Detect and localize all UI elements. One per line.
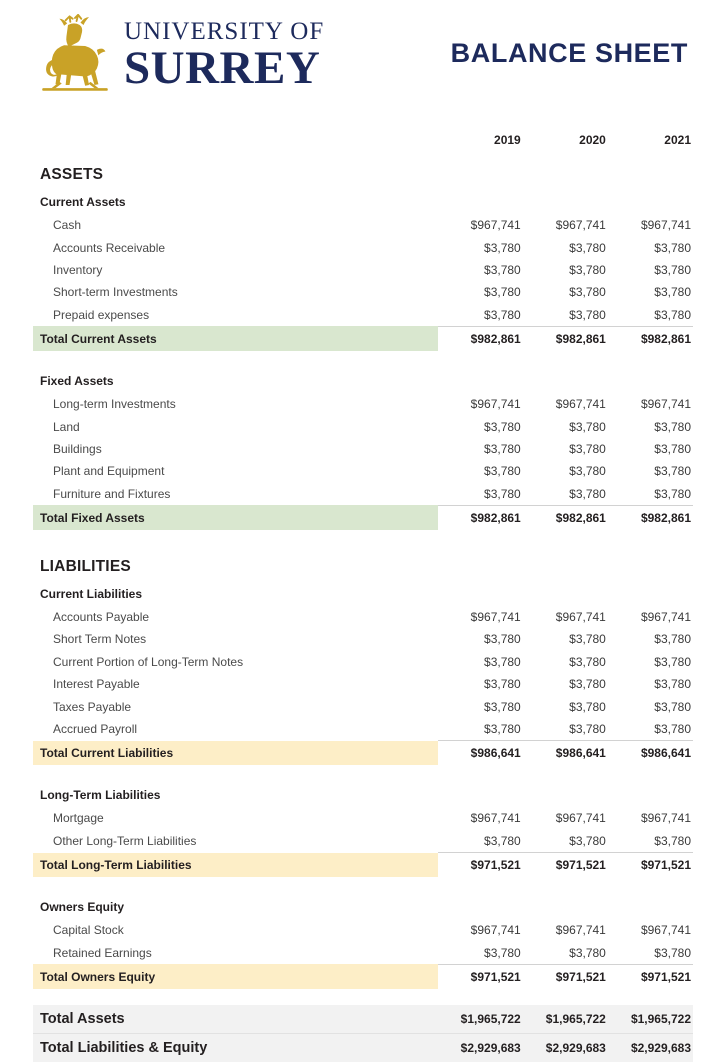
row-value-2019: $3,780 [484,654,521,669]
row-label: Accrued Payroll [53,722,138,737]
row-label: Other Long-Term Liabilities [53,834,197,849]
table-row [33,281,693,303]
row-label: Land [53,419,80,434]
total-value-2019: $982,861 [438,326,523,351]
subsection-header-owners-equity [33,893,693,919]
row-value-2021: $3,780 [654,945,691,960]
total-value-2019: $971,521 [438,853,523,878]
row-label: Taxes Payable [53,699,132,714]
subsection-title: Fixed Assets [40,373,114,388]
spacer-row [33,351,693,367]
row-value-2019: $3,780 [484,307,521,322]
page-title: BALANCE SHEET [450,38,688,68]
row-label: Capital Stock [53,923,124,938]
row-value-2021: $3,780 [654,285,691,300]
table-row [33,919,693,941]
row-value-2021: $3,780 [654,419,691,434]
row-value-2021: $967,741 [640,397,691,412]
total-value-2019: $986,641 [438,741,523,766]
table-row [33,393,693,415]
spacer-row [33,765,693,781]
row-label: Mortgage [53,811,104,826]
table-row [33,259,693,281]
total-row-owners-equity [33,964,693,989]
row-label: Prepaid expenses [53,308,150,322]
subsection-title: Long-Term Liabilities [40,788,161,803]
column-header-2019: 2019 [494,133,521,147]
grand-total-value-2019: $2,929,683 [438,1033,523,1062]
row-value-2019: $967,741 [470,218,521,233]
row-label: Interest Payable [53,677,140,692]
table-row [33,718,693,741]
row-value-2019: $3,780 [484,632,521,647]
row-value-2021: $967,741 [640,811,691,826]
row-value-2021: $3,780 [654,240,691,255]
row-value-2021: $3,780 [654,441,691,456]
row-label: Furniture and Fixtures [53,486,171,501]
row-label: Plant and Equipment [53,464,165,479]
row-label: Cash [53,218,82,233]
row-value-2020: $3,780 [569,654,606,669]
row-value-2020: $967,741 [555,218,606,233]
section-title: ASSETS [40,166,104,183]
table-row [33,941,693,964]
subsection-title: Current Liabilities [40,586,143,601]
wordmark-line-1: UNIVERSITY OF [124,17,325,45]
total-value-2021: $971,521 [608,853,693,878]
grand-total-label: Total Liabilities & Equity [33,1033,438,1062]
row-value-2021: $967,741 [640,218,691,233]
table-row [33,460,693,482]
row-value-2020: $3,780 [569,722,606,737]
university-logo [36,14,324,96]
table-row [33,304,693,327]
row-label: Accounts Receivable [53,240,166,255]
row-value-2021: $3,780 [654,632,691,647]
row-value-2019: $967,741 [470,397,521,412]
row-label: Short Term Notes [53,632,147,647]
row-value-2019: $3,780 [484,945,521,960]
row-label: Long-term Investments [53,397,176,412]
spacer-row [33,989,693,1005]
row-value-2020: $967,741 [555,610,606,625]
page-header [0,0,722,110]
total-value-2021: $982,861 [608,326,693,351]
total-value-2019: $982,861 [438,505,523,530]
grand-total-label: Total Assets [33,1005,438,1034]
total-row-long-term-liabilities [33,853,693,878]
balance-sheet-table [33,126,693,1062]
total-label: Total Fixed Assets [33,505,438,530]
total-value-2020: $986,641 [523,741,608,766]
table-row [33,695,693,717]
column-header-2020: 2020 [579,133,606,147]
section-header-assets [33,154,693,188]
section-header-liabilities [33,546,693,580]
table-row [33,214,693,236]
row-value-2020: $3,780 [569,699,606,714]
total-label: Total Owners Equity [33,964,438,989]
grand-total-value-2021: $1,965,722 [608,1005,693,1034]
row-value-2020: $3,780 [569,945,606,960]
subsection-header-fixed-assets [33,367,693,393]
subsection-header-long-term-liabilities [33,781,693,807]
row-value-2019: $3,780 [484,262,521,277]
row-value-2019: $3,780 [484,677,521,692]
grand-total-value-2021: $2,929,683 [608,1033,693,1062]
stag-icon [36,14,114,96]
table-row [33,236,693,258]
row-value-2021: $3,780 [654,833,691,848]
row-value-2019: $3,780 [484,699,521,714]
subsection-title: Owners Equity [40,900,125,915]
grand-total-row-liabilities-equity [33,1033,693,1062]
row-label: Buildings [53,441,102,456]
row-value-2019: $967,741 [470,610,521,625]
row-value-2019: $3,780 [484,722,521,737]
spacer-row [33,877,693,893]
grand-total-row-assets [33,1005,693,1034]
table-row [33,673,693,695]
row-value-2021: $3,780 [654,654,691,669]
balance-sheet [0,126,722,1062]
row-value-2021: $3,780 [654,722,691,737]
total-value-2019: $971,521 [438,964,523,989]
total-label: Total Long-Term Liabilities [33,853,438,878]
row-value-2019: $3,780 [484,419,521,434]
row-label: Accounts Payable [53,610,150,625]
row-value-2021: $3,780 [654,699,691,714]
table-row [33,438,693,460]
row-value-2019: $3,780 [484,464,521,479]
row-value-2021: $3,780 [654,464,691,479]
section-title: LIABILITIES [40,557,131,575]
row-value-2019: $3,780 [484,833,521,848]
table-row [33,651,693,673]
spacer-row [33,530,693,546]
total-label: Total Current Liabilities [33,741,438,766]
total-row-current-liabilities [33,741,693,766]
row-value-2021: $967,741 [640,923,691,938]
grand-total-value-2020: $2,929,683 [523,1033,608,1062]
row-value-2021: $3,780 [654,486,691,501]
wordmark-line-2: SURREY [124,41,321,94]
table-row [33,606,693,628]
table-row [33,628,693,650]
row-value-2019: $3,780 [484,240,521,255]
row-value-2020: $3,780 [569,285,606,300]
row-value-2020: $967,741 [555,397,606,412]
row-value-2020: $3,780 [569,419,606,434]
table-row [33,483,693,506]
grand-total-value-2020: $1,965,722 [523,1005,608,1034]
total-value-2020: $971,521 [523,853,608,878]
total-value-2021: $986,641 [608,741,693,766]
row-value-2021: $3,780 [654,307,691,322]
column-header-2021: 2021 [664,133,691,147]
row-value-2019: $3,780 [484,285,521,300]
row-value-2021: $967,741 [640,610,691,625]
row-label: Current Portion of Long-Term Notes [53,654,244,669]
row-value-2021: $3,780 [654,262,691,277]
table-row [33,830,693,853]
row-value-2019: $967,741 [470,923,521,938]
total-row-fixed-assets [33,505,693,530]
grand-total-value-2019: $1,965,722 [438,1005,523,1034]
row-value-2021: $3,780 [654,677,691,692]
table-row [33,415,693,437]
row-value-2020: $3,780 [569,307,606,322]
row-label: Inventory [53,262,103,277]
total-value-2021: $971,521 [608,964,693,989]
row-value-2020: $3,780 [569,677,606,692]
row-value-2019: $3,780 [484,486,521,501]
total-label: Total Current Assets [33,326,438,351]
row-label: Retained Earnings [53,945,152,960]
total-value-2020: $982,861 [523,326,608,351]
subsection-header-current-assets [33,188,693,214]
table-row [33,807,693,829]
total-value-2021: $982,861 [608,505,693,530]
row-label: Short-term Investments [53,285,178,300]
row-value-2019: $3,780 [484,441,521,456]
row-value-2020: $967,741 [555,811,606,826]
row-value-2020: $3,780 [569,464,606,479]
row-value-2020: $3,780 [569,833,606,848]
subsection-header-current-liabilities [33,580,693,606]
total-value-2020: $982,861 [523,505,608,530]
row-value-2020: $3,780 [569,486,606,501]
header-spacer [33,126,438,154]
university-wordmark [124,19,324,92]
row-value-2019: $967,741 [470,811,521,826]
total-value-2020: $971,521 [523,964,608,989]
total-row-current-assets [33,326,693,351]
column-header-row [33,126,693,154]
row-value-2020: $967,741 [555,923,606,938]
row-value-2020: $3,780 [569,632,606,647]
row-value-2020: $3,780 [569,441,606,456]
row-value-2020: $3,780 [569,240,606,255]
row-value-2020: $3,780 [569,262,606,277]
subsection-title: Current Assets [40,195,126,209]
